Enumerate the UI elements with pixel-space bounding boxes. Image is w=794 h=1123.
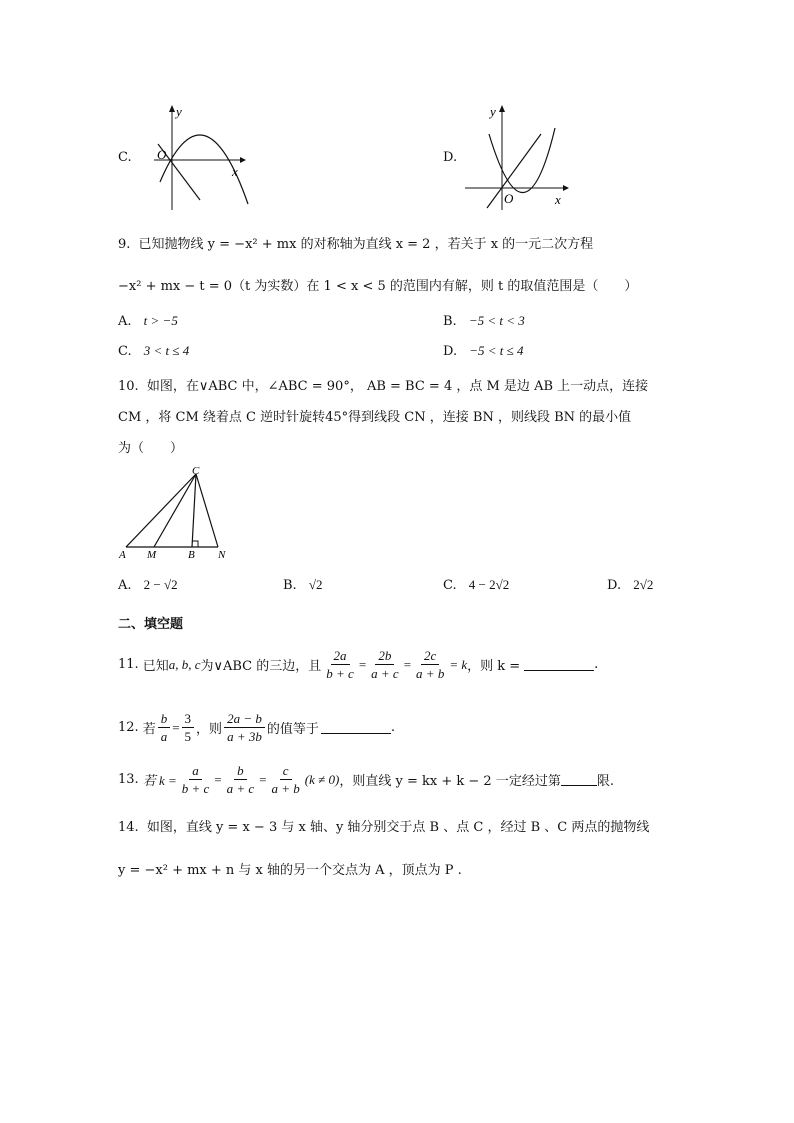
q14-text2: y = −x² + mx + n 与 x 轴的另一个交点为 A ，顶点为 P . xyxy=(118,863,462,878)
q9-option-c-text: 3 < t ≤ 4 xyxy=(143,343,190,358)
q13-number: 13. xyxy=(118,772,139,787)
q8-option-c-graph xyxy=(118,100,258,215)
q12 xyxy=(118,711,395,744)
q9-number: 9. xyxy=(118,237,131,252)
q12-eq: = xyxy=(172,719,180,735)
q10-option-c xyxy=(443,577,509,593)
q9-option-d-label: D. xyxy=(443,344,458,359)
q13-frac-2: $\frac{b}{a + c}$ xyxy=(226,763,255,796)
q10-option-c-text: 4 − 2√2 xyxy=(468,577,510,592)
q8-option-c-label: C. xyxy=(118,150,132,165)
q8-option-d-label: D. xyxy=(443,150,458,165)
q14-number: 14. xyxy=(118,820,139,835)
q12-frac-2: $\frac{3}{5}$ xyxy=(182,711,195,744)
q12-suffix: 的值等于 xyxy=(266,722,319,737)
q11-suffix: ，则 k = xyxy=(467,659,521,674)
q9-option-d xyxy=(443,343,524,359)
q11-vars: a, b, c xyxy=(168,656,201,672)
q11-prefix: 已知 xyxy=(142,659,169,674)
q10-label-m: M xyxy=(147,549,157,561)
q11-frac-1: $\frac{2a}{b + c}$ xyxy=(326,648,354,681)
q13-frac-1: $\frac{a}{b + c}$ xyxy=(181,763,210,796)
q10-stem-line1 xyxy=(118,375,648,394)
q8-option-d xyxy=(443,100,583,215)
q9-option-a-text: t > −5 xyxy=(143,313,178,328)
q12-prefix: 若 xyxy=(142,722,156,737)
q12-answer-blank[interactable] xyxy=(321,721,391,734)
q11-frac-2: $\frac{2b}{a + c}$ xyxy=(371,648,399,681)
q14-text1: 如图，直线 y = x − 3 与 x 轴、y 轴分别交于点 B 、点 C ，经过 B 、C 两点的抛物线 xyxy=(146,820,650,835)
q8-option-d-graph xyxy=(443,100,583,215)
q9-stem-line2 xyxy=(118,275,637,294)
q9-option-b-label: B. xyxy=(443,314,457,329)
q8-c-label-x: x xyxy=(232,164,238,179)
q13-answer-blank[interactable] xyxy=(561,773,597,786)
q12-frac-1: $\frac{b}{a}$ xyxy=(158,711,171,744)
q10-option-d-label: D. xyxy=(607,578,622,593)
q8-d-label-y: y xyxy=(490,104,496,119)
q10-label-a: A xyxy=(119,549,126,561)
q10-number: 10. xyxy=(118,379,139,394)
q12-frac-3: $\frac{2a - b}{a + 3b}$ xyxy=(224,711,265,744)
q10-stem-text3: 为（ ） xyxy=(118,441,184,456)
q8-d-label-x: x xyxy=(555,192,561,207)
q11-number: 11. xyxy=(118,657,139,672)
q9-stem-text1: 已知抛物线 y = −x² + mx 的对称轴为直线 x = 2 ，若关于 x 的一元二次方程 xyxy=(138,237,594,252)
q8-c-label-origin: O xyxy=(157,147,167,162)
q10-label-n: N xyxy=(218,549,226,561)
q9-option-a-label: A. xyxy=(118,314,132,329)
q8-d-label-origin: O xyxy=(504,191,514,206)
q13-prefix: 若 k = xyxy=(142,773,177,788)
q9-option-b xyxy=(443,313,525,329)
q13-mid: ，则直线 y = kx + k − 2 一定经过第 xyxy=(339,774,561,789)
q10-option-c-label: C. xyxy=(443,578,457,593)
q9-option-c-label: C. xyxy=(118,344,132,359)
q9-option-b-text: −5 < t < 3 xyxy=(468,313,525,328)
q10-label-c: C xyxy=(192,465,200,477)
q9-option-a xyxy=(118,313,178,329)
q9-stem-line1 xyxy=(118,233,593,252)
q8-c-label-y: y xyxy=(176,104,182,119)
q10-figure xyxy=(114,462,234,562)
q11-mid: 为∨ABC 的三边，且 xyxy=(200,659,322,674)
q13-cond: (k ≠ 0) xyxy=(304,771,340,787)
q10-option-d-text: 2√2 xyxy=(633,577,654,592)
q9-stem-text2: −x² + mx − t = 0（t 为实数）在 1 < x < 5 的范围内有解，则 t 的取值范围是（ ） xyxy=(118,279,638,294)
q10-option-b xyxy=(283,577,322,593)
q11-answer-blank[interactable] xyxy=(524,658,594,671)
q10-option-b-text: √2 xyxy=(308,577,323,592)
q14-line2 xyxy=(118,859,462,878)
q11: 11. 已知 a, b, c 为∨ABC 的三边，且 $\frac{2a}{b + c}$ = $\frac{2b}{a + c}$ = $\frac{2c}{a + b}$ = k ，则 k = . xyxy=(118,648,599,681)
q10-stem-text2: CM ，将 CM 绕着点 C 逆时针旋转45°得到线段 CN ，连接 BN ，则线段 BN 的最小值 xyxy=(118,410,632,425)
q10-stem-text1: 如图，在∨ABC 中，∠ABC = 90°， AB = BC = 4 ，点 M 是边 AB 上一动点，连接 xyxy=(146,379,649,394)
section-title: 二、填空题 xyxy=(118,617,184,632)
q10-label-b: B xyxy=(188,549,195,561)
q12-number: 12. xyxy=(118,720,139,735)
q11-end: . xyxy=(594,657,599,672)
q13-suffix: 限. xyxy=(596,774,614,789)
q10-option-d xyxy=(607,577,653,593)
q11-frac-3: $\frac{2c}{a + b}$ xyxy=(416,648,445,681)
q10-option-b-label: B. xyxy=(283,578,297,593)
q10-option-a-text: 2 − √2 xyxy=(143,577,178,592)
q8-option-c xyxy=(118,100,258,215)
q13: 13. 若 k = $\frac{a}{b + c}$ = $\frac{b}{a + c}$ = $\frac{c}{a + b}$ (k ≠ 0) ，则直线 y = kx + k − 2 一定经过第 限. xyxy=(118,763,614,796)
q11-eq-k: = k xyxy=(449,656,468,672)
q12-end: . xyxy=(390,720,395,735)
q14-line1 xyxy=(118,816,649,835)
q10-stem-line3 xyxy=(118,437,183,456)
q10-stem-line2 xyxy=(118,406,631,425)
q13-frac-3: $\frac{c}{a + b}$ xyxy=(271,763,300,796)
q9-option-c xyxy=(118,343,189,359)
q9-option-d-text: −5 < t ≤ 4 xyxy=(469,343,524,358)
q10-option-a-label: A. xyxy=(118,578,132,593)
q10-option-a xyxy=(118,577,178,593)
q12-mid: ，则 xyxy=(196,722,223,737)
